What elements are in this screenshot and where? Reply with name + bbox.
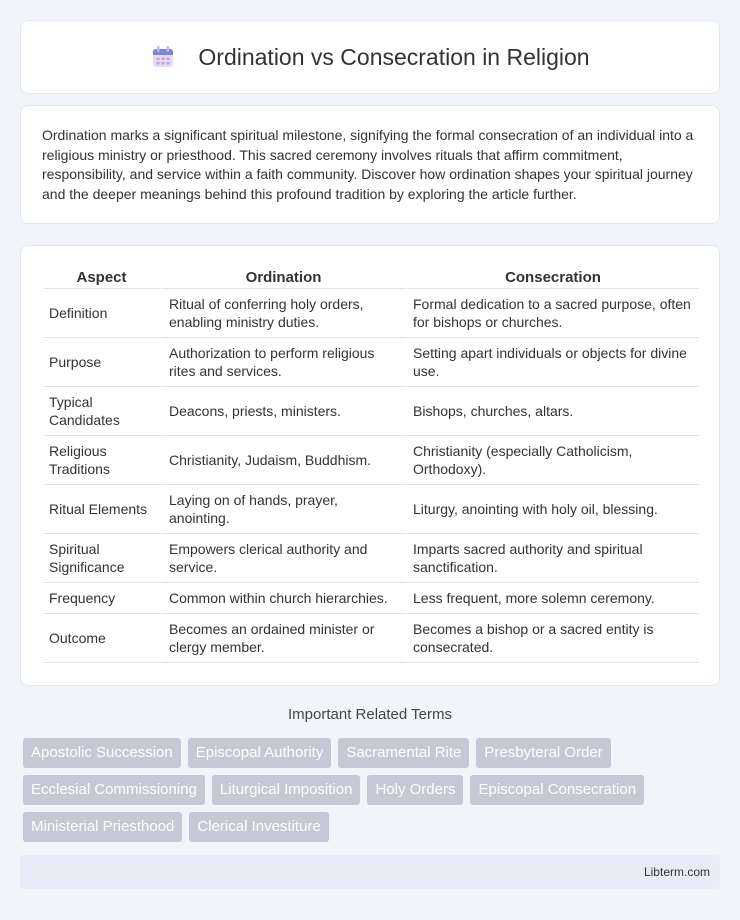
cell-aspect: Spiritual Significance	[43, 534, 163, 583]
cell-aspect: Typical Candidates	[43, 387, 163, 436]
cell-aspect: Frequency	[43, 583, 163, 614]
header-aspect: Aspect	[43, 266, 163, 289]
intro-card	[20, 105, 720, 224]
cell-consecration: Christianity (especially Catholicism, Orthodoxy).	[407, 436, 699, 485]
footer	[20, 855, 720, 889]
cell-consecration: Becomes a bishop or a sacred entity is consecrated.	[407, 614, 699, 663]
comparison-table-card	[20, 245, 720, 686]
table-row	[43, 614, 699, 663]
related-terms-row	[23, 738, 723, 768]
related-term-tag[interactable]: Episcopal Consecration	[470, 775, 644, 805]
table-row	[43, 485, 699, 534]
header-ordination: Ordination	[163, 266, 407, 289]
related-terms-row	[23, 775, 723, 805]
related-term-tag[interactable]: Presbyteral Order	[476, 738, 610, 768]
calendar-icon	[150, 44, 176, 70]
cell-consecration: Imparts sacred authority and spiritual sanctification.	[407, 534, 699, 583]
cell-aspect: Definition	[43, 289, 163, 338]
footer-site: Libterm.com	[643, 865, 710, 879]
cell-aspect: Purpose	[43, 338, 163, 387]
comparison-table	[43, 266, 699, 663]
related-term-tag[interactable]: Clerical Investiture	[189, 812, 328, 842]
related-term-tag[interactable]: Ministerial Priesthood	[23, 812, 182, 842]
related-term-tag[interactable]: Sacramental Rite	[338, 738, 469, 768]
table-row	[43, 534, 699, 583]
cell-ordination: Ritual of conferring holy orders, enabling ministry duties.	[163, 289, 407, 338]
cell-consecration: Less frequent, more solemn ceremony.	[407, 583, 699, 614]
related-term-tag[interactable]: Liturgical Imposition	[212, 775, 361, 805]
related-term-tag[interactable]: Episcopal Authority	[188, 738, 332, 768]
table-row	[43, 583, 699, 614]
cell-consecration: Bishops, churches, altars.	[407, 387, 699, 436]
cell-ordination: Empowers clerical authority and service.	[163, 534, 407, 583]
cell-aspect: Outcome	[43, 614, 163, 663]
table-row	[43, 338, 699, 387]
related-term-tag[interactable]: Ecclesial Commissioning	[23, 775, 205, 805]
cell-ordination: Common within church hierarchies.	[163, 583, 407, 614]
table-row	[43, 289, 699, 338]
related-terms-title: Important Related Terms	[288, 706, 452, 723]
cell-aspect: Religious Traditions	[43, 436, 163, 485]
related-term-tag[interactable]: Apostolic Succession	[23, 738, 181, 768]
cell-ordination: Deacons, priests, ministers.	[163, 387, 407, 436]
cell-consecration: Setting apart individuals or objects for divine use.	[407, 338, 699, 387]
table-row	[43, 436, 699, 485]
cell-consecration: Formal dedication to a sacred purpose, often for bishops or churches.	[407, 289, 699, 338]
related-terms-row	[23, 812, 723, 842]
intro-paragraph: Ordination marks a significant spiritual milestone, signifying the formal consecration of an individual into a religious ministry or priesthood. This sacred ceremony involves rituals that affirm commitment, responsibility, and service within a faith community. Discover how ordination shapes your spiritual journey and the deeper meanings behind this profound tradition by exploring the article further.	[42, 127, 694, 202]
cell-consecration: Liturgy, anointing with holy oil, blessing.	[407, 485, 699, 534]
cell-ordination: Becomes an ordained minister or clergy member.	[163, 614, 407, 663]
page-title: Ordination vs Consecration in Religion	[198, 43, 590, 70]
related-term-tag[interactable]: Holy Orders	[367, 775, 463, 805]
cell-ordination: Authorization to perform religious rites and services.	[163, 338, 407, 387]
table-row	[43, 387, 699, 436]
table-header-row	[43, 266, 699, 289]
cell-aspect: Ritual Elements	[43, 485, 163, 534]
title-card	[20, 20, 720, 94]
header-consecration: Consecration	[407, 266, 699, 289]
cell-ordination: Christianity, Judaism, Buddhism.	[163, 436, 407, 485]
related-terms-list	[23, 738, 723, 849]
cell-ordination: Laying on of hands, prayer, anointing.	[163, 485, 407, 534]
